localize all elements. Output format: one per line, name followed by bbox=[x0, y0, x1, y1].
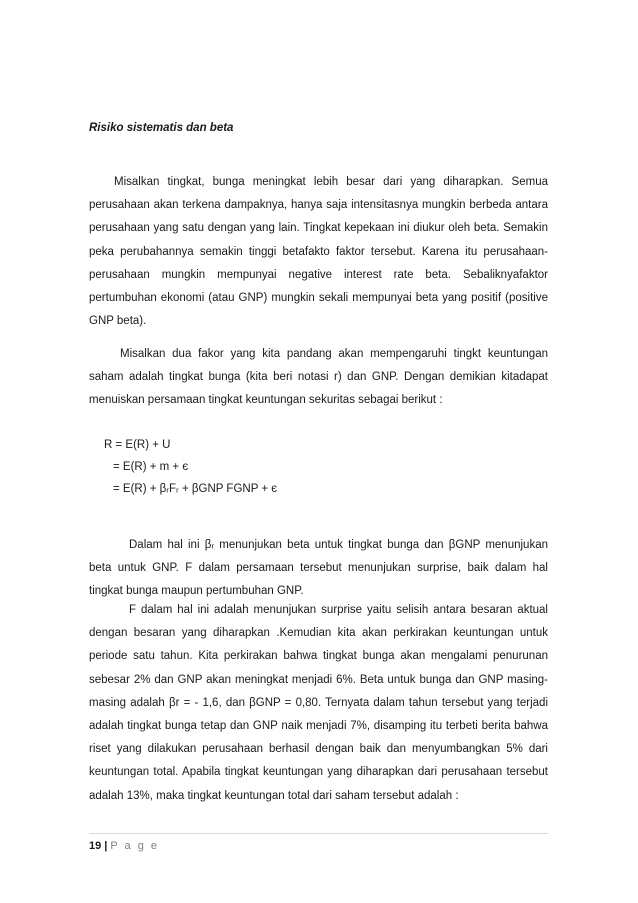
footer-divider bbox=[89, 833, 548, 834]
equation-line-3: = E(R) + βᵣFᵣ + βGNP FGNP + є bbox=[113, 483, 278, 495]
paragraph-two-factor: Misalkan dua fakor yang kita pandang akan mempengaruhi tingkt keuntungan saham adalah tingkat bunga (kita beri notasi r) dan GNP. Dengan demikian kitadapat menuiskan persamaan tingkat keuntungan sekuritas sebagai berikut : bbox=[89, 348, 548, 407]
paragraph-beta-explanation: Dalam hal ini βᵣ menunjukan beta untuk tingkat bunga dan βGNP menunjukan beta untuk GNP. F dalam persamaan tersebut menunjukan surprise, baik dalam hal tingkat bunga maupun pertumbuhan GNP. bbox=[89, 539, 548, 598]
page-number: 19 bbox=[89, 840, 102, 852]
equation-line-2: = E(R) + m + є bbox=[113, 461, 189, 473]
page-footer bbox=[89, 840, 159, 852]
paragraph-risk-intro: Misalkan tingkat, bunga meningkat lebih besar dari yang diharapkan. Semua perusahaan akan terkena dampaknya, hanya saja intensitasnya mungkin berbeda antara perusahaan yang satu dengan yang lain. Tingkat kepekaan ini diukur oleh beta. Semakin peka perubahannya semakin tinggi betafakto faktor tersebut. Karena itu perusahaan-perusahaan mungkin mempunyai negative interest rate beta. Sebaliknyafaktor pertumbuhan ekonomi (atau GNP) mungkin sekali mempunyai beta yang positif (positive GNP beta). bbox=[89, 176, 548, 328]
paragraph-surprise-example: F dalam hal ini adalah menunjukan surprise yaitu selisih antara besaran aktual dengan besaran yang diharapkan .Kemudian kita akan perkirakan keuntungan untuk periode satu tahun. Kita perkirakan bahwa tingkat bunga akan mengalami penurunan sebesar 2% dan GNP akan meningkat menjadi 6%. Beta untuk bunga dan GNP masing-masing adalah βr = - 1,6, dan βGNP = 0,80. Ternyata dalam tahun tersebut yang terjadi adalah tingkat bunga tetap dan GNP naik menjadi 7%, disamping itu terbeti berita bahwa riset yang dilakukan perusahaan berhasil dengan baik dan menyumbangkan 5% dari keuntungan total. Apabila tingkat keuntungan yang diharapkan dari perusahaan tersebut adalah 13%, maka tingkat keuntungan total dari saham tersebut adalah : bbox=[89, 604, 548, 802]
section-heading: Risiko sistematis dan beta bbox=[89, 122, 234, 134]
footer-separator: | bbox=[104, 840, 108, 852]
page-label: P a g e bbox=[110, 840, 159, 852]
equation-line-1: R = E(R) + U bbox=[104, 439, 171, 451]
